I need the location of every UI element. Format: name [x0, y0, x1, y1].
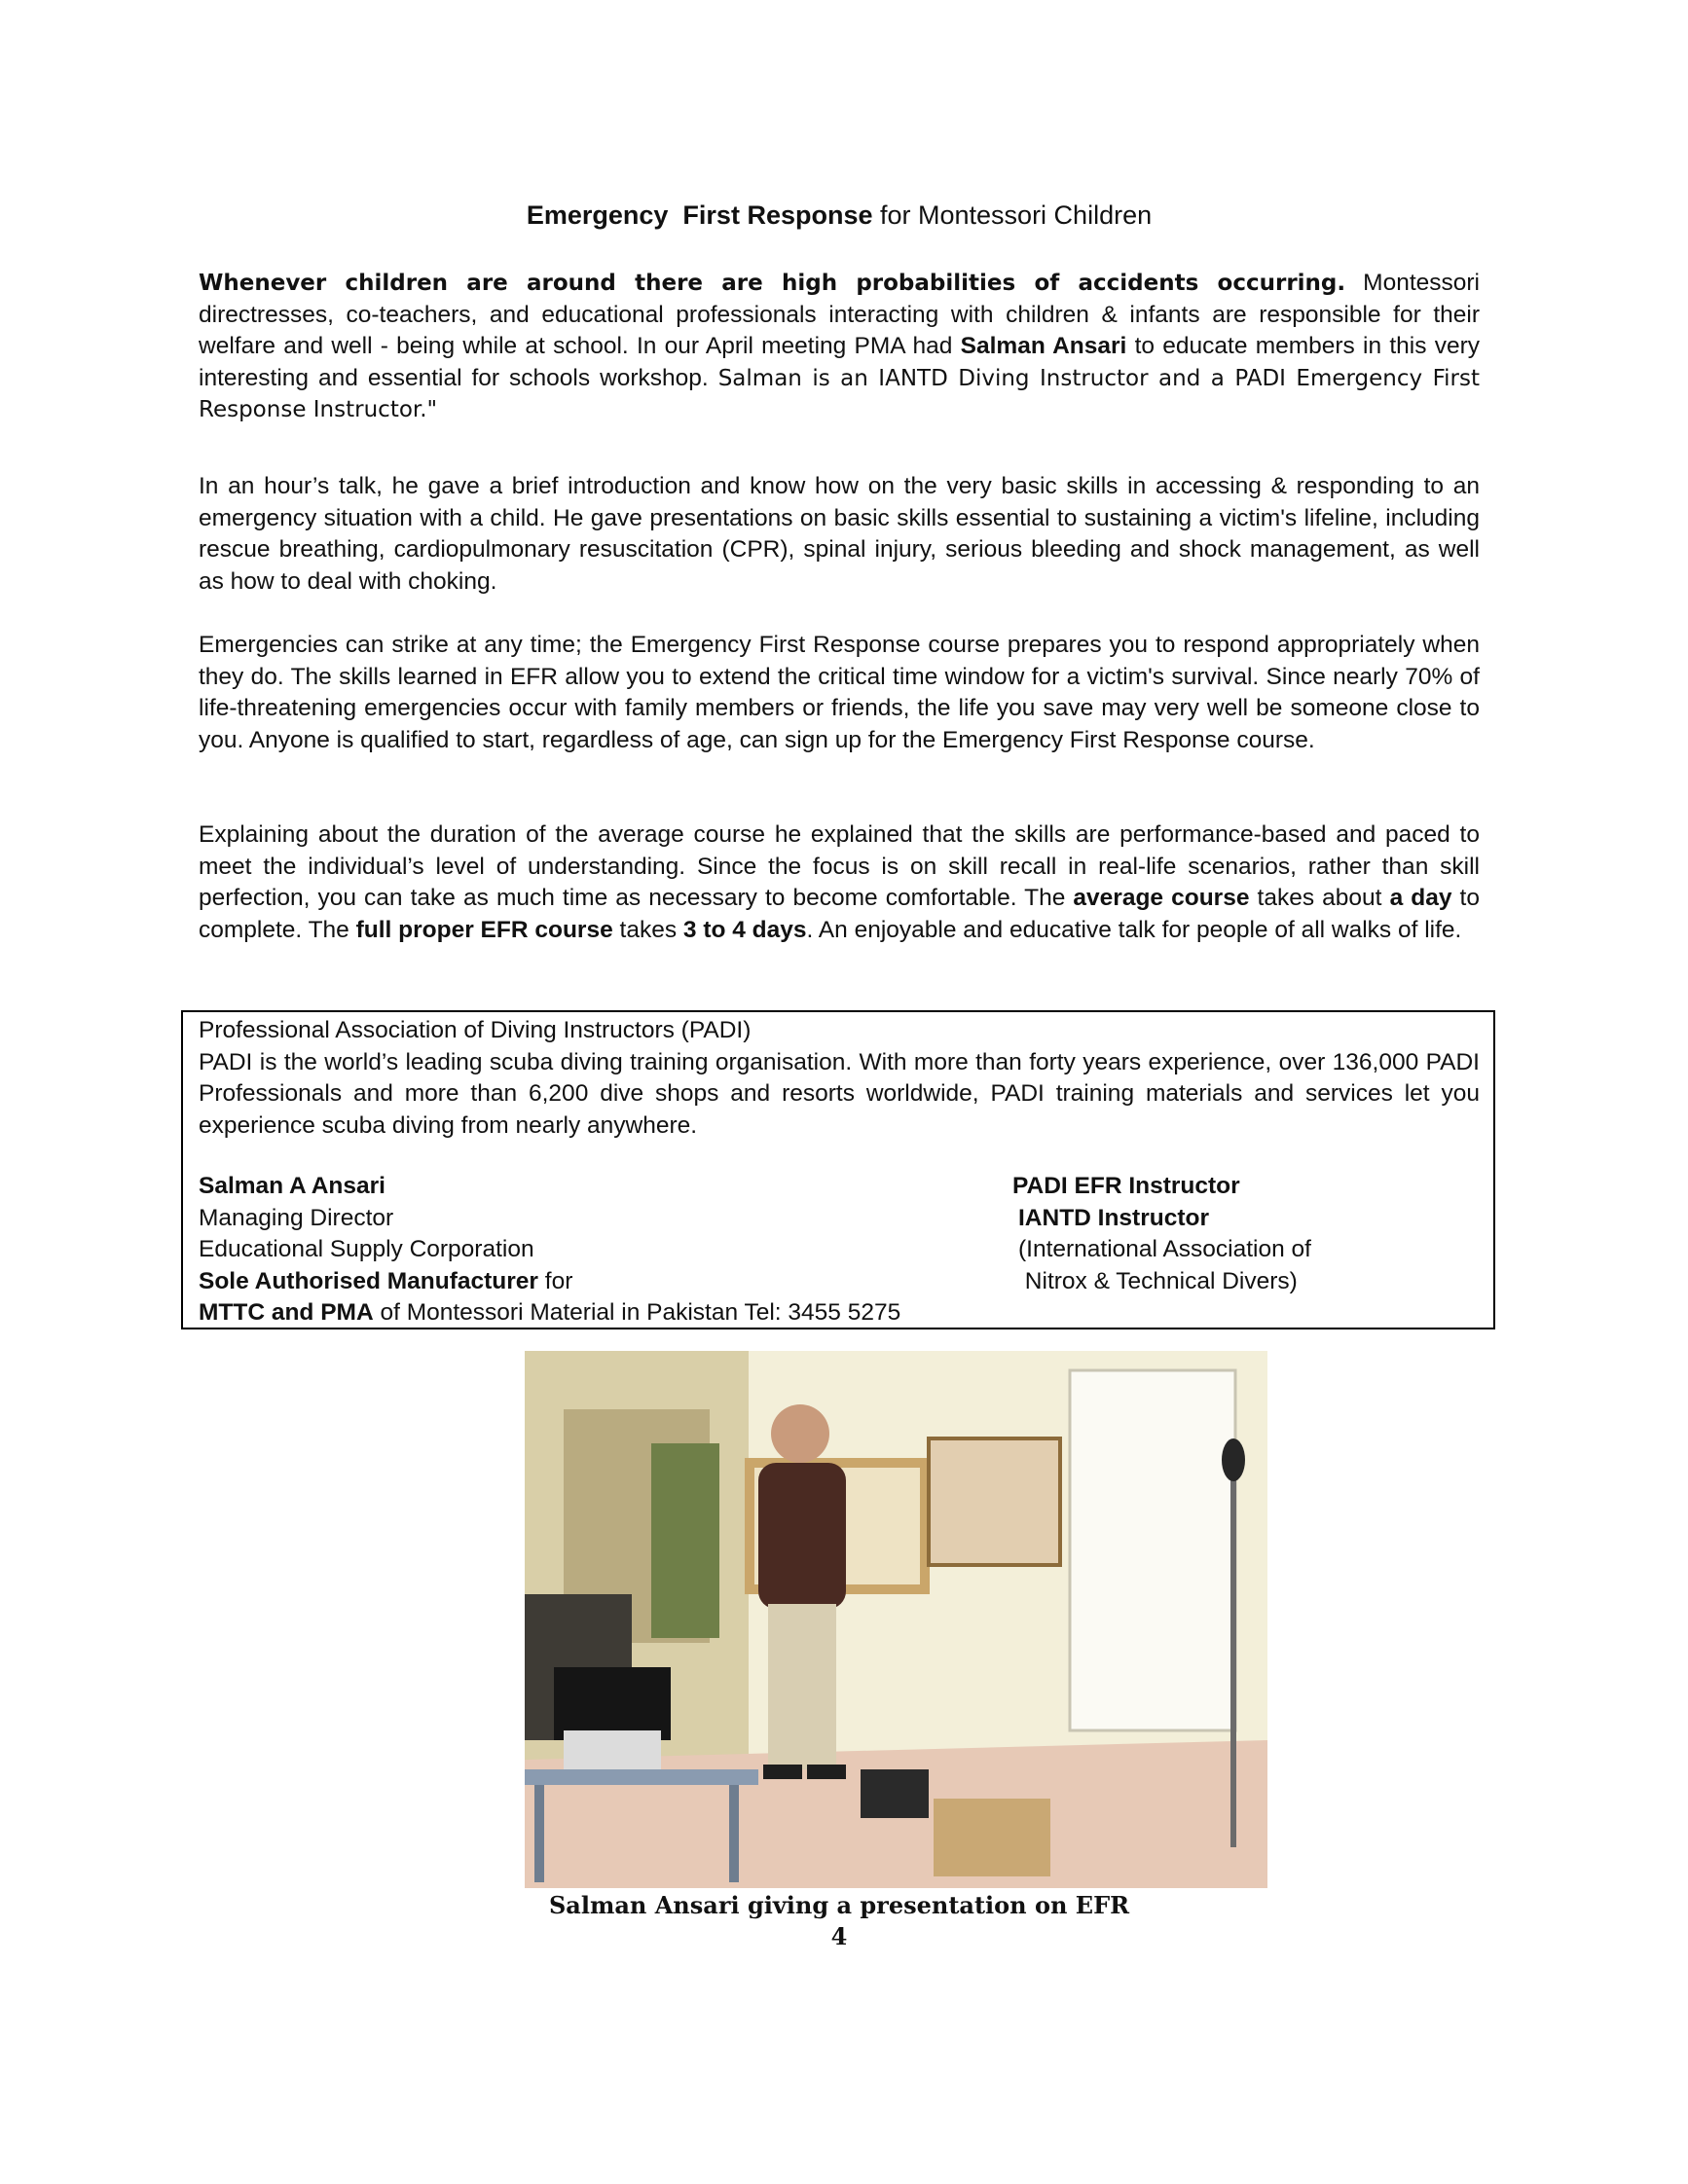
intro-text-2: to educate members in this very interesting and essential for schools workshop. [199, 333, 1480, 391]
emergencies-paragraph [199, 630, 1480, 756]
course-days: 3 to 4 days [682, 916, 807, 943]
contact-left-column [199, 1171, 1075, 1329]
duration-text-3: to complete. The [199, 885, 1480, 943]
padi-info-box [181, 1010, 1495, 1329]
iantd-full-2: Nitrox & Technical Divers) [1018, 1267, 1298, 1294]
intro-paragraph [199, 268, 1480, 426]
intro-lead: Whenever children are around there are high probabilities of accidents occurring. [199, 271, 1346, 296]
sole-manufacturer: Sole Authorised Manufacturer [199, 1267, 538, 1294]
duration-text-2: takes about [1249, 885, 1390, 912]
article-title-rest: for Montessori Children [872, 200, 1153, 230]
presentation-photo [525, 1351, 1267, 1888]
page-number: 4 [830, 1922, 848, 1950]
mttc-pma: MTTC and PMA [199, 1299, 374, 1327]
full-course: full proper EFR course [355, 916, 613, 943]
cert-padi-efr: PADI EFR Instructor [1012, 1173, 1240, 1199]
intro-text-1: Montessori directresses, co-teachers, and educational professionals interacting with children & infants are responsible for their welfare and well - being while at school. In our April meeting PMA had [199, 270, 1480, 360]
contact-right-column [1012, 1171, 1421, 1297]
a-day: a day [1389, 885, 1452, 912]
average-course: average course [1073, 885, 1250, 912]
speaker-name: Salman Ansari [960, 333, 1127, 360]
iantd-full-1: (International Association of [1018, 1236, 1311, 1263]
mttc-pma-rest: of Montessori Material in Pakistan Tel: 3455 5275 [373, 1299, 901, 1327]
duration-text-1: Explaining about the duration of the average course he explained that the skills are performance-based and paced to meet the individual’s level of understanding. Since the focus is on skill recall in real-life scenarios, rather than skill perfection, you can take as much time as necessary to become comfortable. The [199, 821, 1480, 912]
sole-manufacturer-rest: for [537, 1267, 573, 1294]
duration-text-4: takes [612, 916, 683, 943]
duration-text-5: . An enjoyable and educative talk for people of all walks of life. [806, 916, 1462, 943]
intro-closing: Salman is an IANTD Diving Instructor and a PADI Emergency First Response Instructor." [199, 365, 1481, 423]
talk-paragraph [199, 471, 1480, 598]
cert-iantd: IANTD Instructor [1018, 1204, 1209, 1231]
padi-heading: Professional Association of Diving Instructors (PADI) [199, 1017, 752, 1043]
contact-role: Managing Director [199, 1204, 394, 1231]
contact-company: Educational Supply Corporation [199, 1236, 534, 1263]
contact-name: Salman A Ansari [199, 1173, 385, 1199]
padi-description: PADI is the world’s leading scuba diving training organisation. With more than forty years experience, over 136,000 PADI Professionals and more than 6,200 dive shops and resorts worldwide, PADI training materials and services let you experience scuba diving from nearly anywhere. [199, 1048, 1480, 1139]
photo-caption: Salman Ansari giving a presentation on EFR [548, 1891, 1130, 1919]
emergencies-text: Emergencies can strike at any time; the Emergency First Response course prepares you to respond appropriately when they do. The skills learned in EFR allow you to extend the critical time window for a victim's survival. Since nearly 70% of life-threatening emergencies occur with family members or friends, the life you save may very well be someone close to you. Anyone is qualified to start, regardless of age, can sign up for the Emergency First Response course. [199, 632, 1480, 753]
article-title [199, 198, 1480, 233]
duration-paragraph [199, 819, 1480, 946]
talk-text: In an hour’s talk, he gave a brief introduction and know how on the very basic skills in accessing & responding to an emergency situation with a child. He gave presentations on basic skills essential to sustaining a victim's lifeline, including rescue breathing, cardiopulmonary resuscitation (CPR), spinal injury, serious bleeding and shock management, as well as how to deal with choking. [199, 473, 1480, 595]
article-title-bold: Emergency First Response [526, 200, 873, 230]
